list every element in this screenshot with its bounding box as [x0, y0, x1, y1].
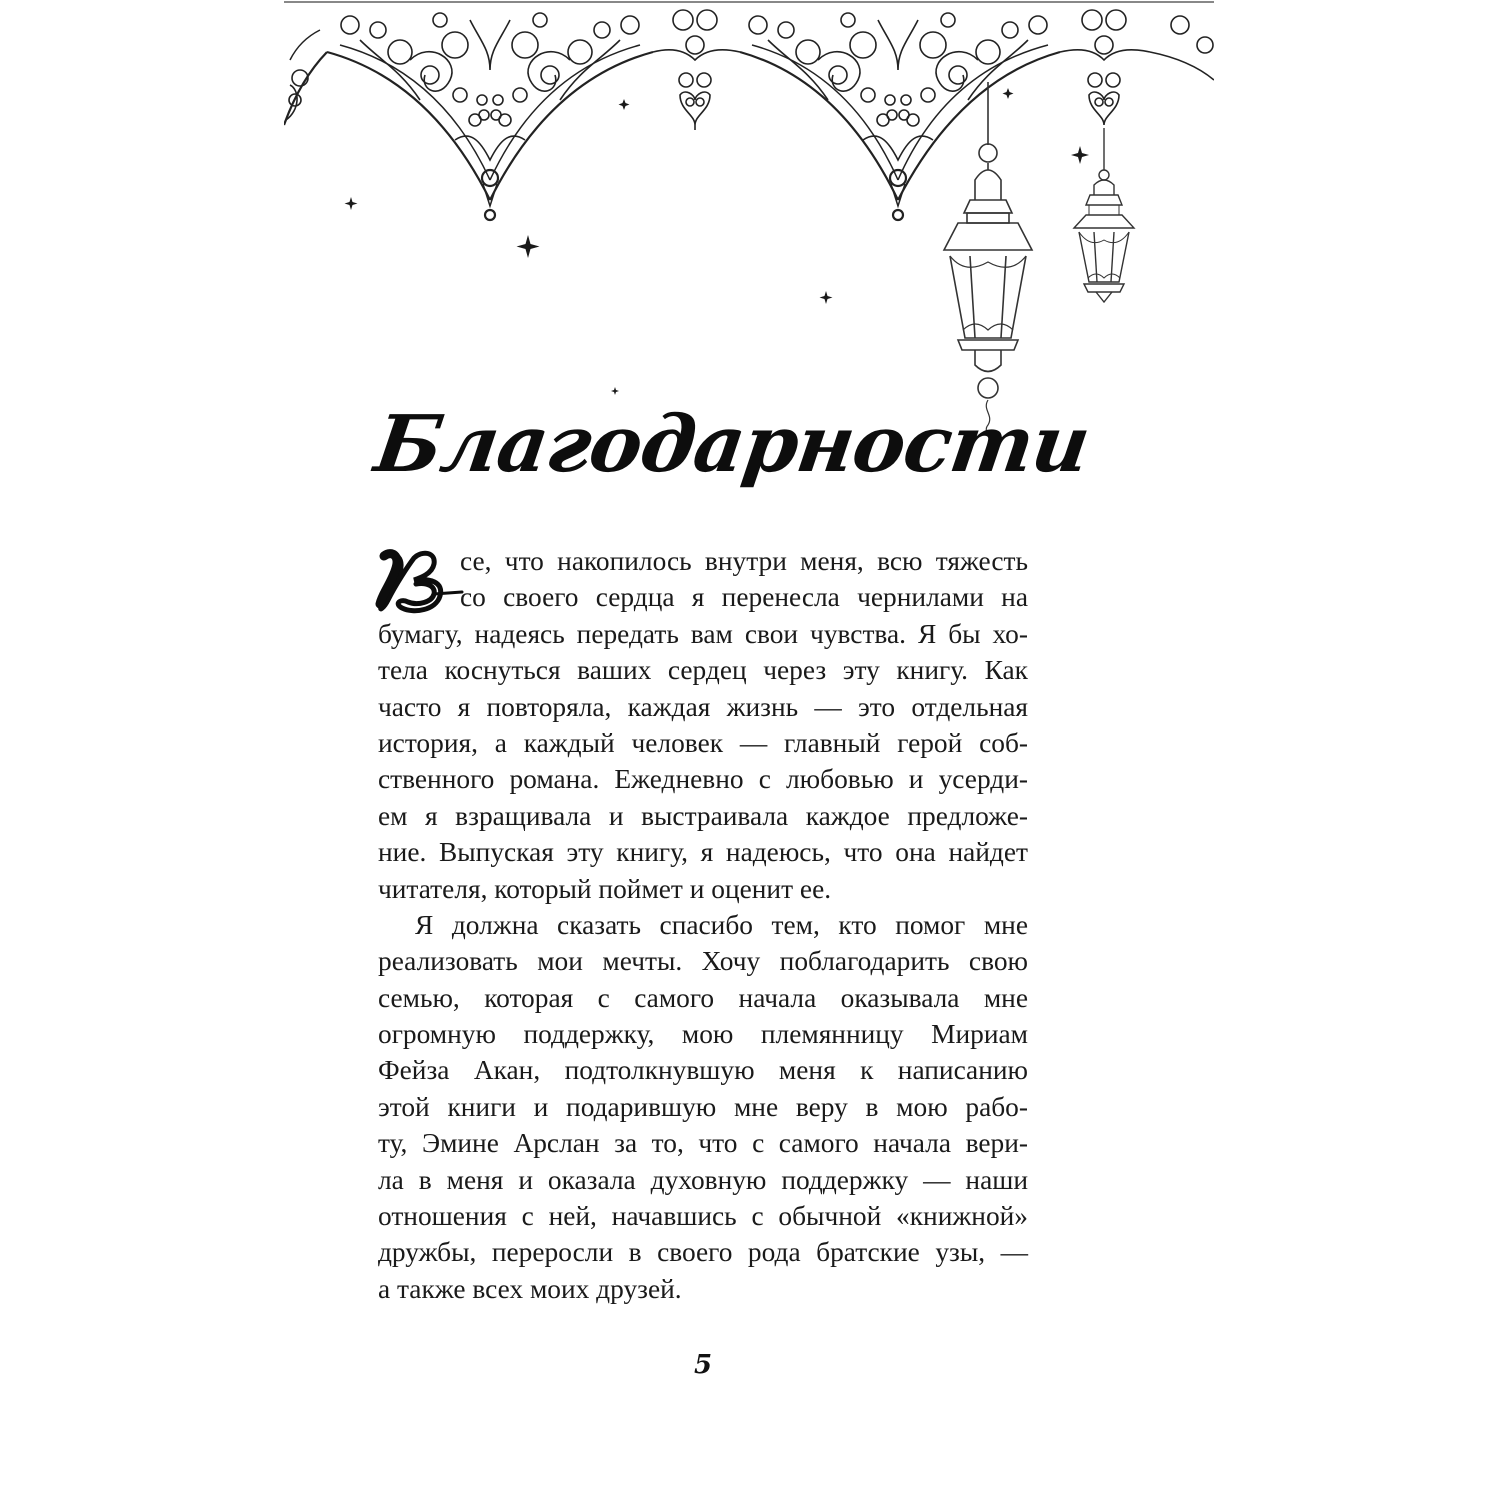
text-line: этой книги и подарившую мне веру в мою рабо- — [378, 1091, 1028, 1122]
text-line: ем я взращивала и выстраивала каждое предложе- — [378, 800, 1028, 831]
text-line: ние. Выпуская эту книгу, я надеюсь, что она найдет — [378, 837, 1028, 868]
text-line: Фейза Акан, подтолкнувшую меня к написанию — [378, 1055, 1028, 1086]
text-line: тела коснуться ваших сердец через эту книгу. Как — [378, 655, 1028, 686]
text-line: се, что накопилось внутри меня, всю тяжесть — [460, 546, 1028, 576]
text-line: огромную поддержку, мою племянницу Мириам — [378, 1019, 1028, 1050]
text-line: ла в меня и оказала духовную поддержку — наши — [378, 1164, 1028, 1195]
text-line: история, а каждый человек — главный герой соб- — [378, 727, 1028, 758]
chapter-title: Благодарности — [369, 399, 1095, 490]
text-line: часто я повторяла, каждая жизнь — это отдельная — [378, 691, 1028, 722]
text-line: ственного романа. Ежедневно с любовью и усерди- — [378, 764, 1028, 795]
page-number: 5 — [693, 1350, 713, 1380]
text-line: дружбы, переросли в своего рода братские узы, — — [378, 1237, 1028, 1268]
text-line: читателя, который поймет и оценит ее. — [378, 873, 832, 904]
text-line: бумагу, надеясь передать вам свои чувства. Я бы хо- — [378, 618, 1028, 649]
text-line: со своего сердца я перенесла чернилами на — [460, 582, 1028, 613]
body-text — [378, 543, 1028, 1307]
paragraph-2 — [378, 907, 1028, 1307]
text-line: а также всех моих друзей. — [378, 1273, 682, 1304]
paragraph-1 — [378, 543, 1028, 907]
text-line: ту, Эмине Арслан за то, что с самого начала вери- — [378, 1128, 1028, 1159]
text-line: Я должна сказать спасибо тем, кто помог мне — [415, 909, 1028, 940]
text-line: семью, которая с самого начала оказывала мне — [378, 982, 1028, 1013]
text-line: реализовать мои мечты. Хочу поблагодарить свою — [378, 946, 1028, 977]
text-line: отношения с ней, начавшись с обычной «книжной» — [378, 1201, 1028, 1232]
